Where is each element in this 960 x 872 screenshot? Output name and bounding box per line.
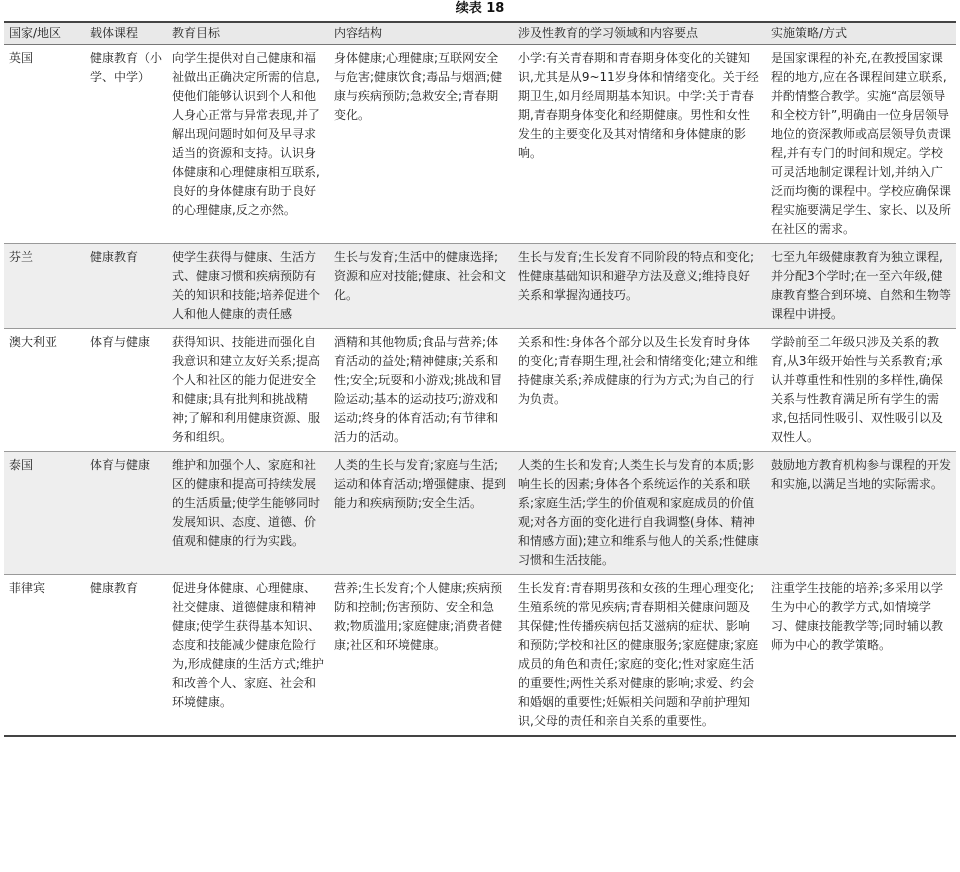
cell-country: 芬兰	[9, 250, 34, 264]
cell-course: 健康教育	[90, 581, 139, 595]
table-body	[4, 45, 956, 737]
cell-structure: 人类的生长与发育;家庭与生活;运动和体育活动;增强健康、提到能力和疾病预防;安全生活。	[334, 458, 507, 510]
header-structure: 内容结构	[329, 22, 513, 45]
cell-content: 关系和性:身体各个部分以及生长发育时身体的变化;青春期生理,社会和情绪变化;建立和维持健康关系;养成健康的行为方式;为自己的行为负责。	[518, 335, 758, 406]
cell-country: 泰国	[9, 458, 34, 472]
header-row	[4, 22, 956, 45]
cell-content: 生长与发育;生长发育不同阶段的特点和变化;性健康基础知识和避孕方法及意义;维持良好关系和掌握沟通技巧。	[518, 250, 755, 302]
header-country: 国家/地区	[4, 22, 85, 45]
cell-strategy: 是国家课程的补充,在教授国家课程的地方,应在各课程间建立联系,并酌情整合教学。实施“高层领导和全校方针”,明确由一位身居领导地位的资深教师或高层领导负责课程,并有专门的时间和规定。学校可灵活地制定课程计划,并纳入广泛而均衡的课程中。学校应确保课程实施要满足学生、家长、以及所在社区的需求。	[771, 51, 952, 236]
header-strategy: 实施策略/方式	[766, 22, 956, 45]
cell-strategy: 鼓励地方教育机构参与课程的开发和实施,以满足当地的实际需求。	[771, 458, 952, 491]
cell-content: 小学:有关青春期和青春期身体变化的关键知识,尤其是从9~11岁身体和情绪变化。关于经期卫生,如月经周期基本知识。中学:关于青春期,青春期身体变化和经期健康。男性和女性发生的主要变化及其对情绪和身体健康的影响。	[518, 51, 759, 160]
cell-strategy: 七至九年级健康教育为独立课程,并分配3个学时;在一至六年级,健康教育整合到环境、自然和生物等课程中讲授。	[771, 250, 952, 321]
cell-content: 生长发育:青春期男孩和女孩的生理心理变化;生殖系统的常见疾病;青春期相关健康问题及其保健;性传播疾病包括艾滋病的症状、影响和预防;学校和社区的健康服务;家庭健康;家庭成员的角色和责任;家庭的变化;性对家庭生活的重要性;两性关系对健康的影响;求爱、约会和婚姻的重要性;妊娠相关问题和孕前护理知识,父母的责任和亲自关系的重要性。	[518, 581, 759, 728]
cell-strategy: 学龄前至二年级只涉及关系的教育,从3年级开始性与关系教育;承认并尊重性和性别的多样性,确保关系与性教育满足所有学生的需求,包括同性吸引、双性吸引以及双性人。	[771, 335, 943, 444]
header-goal: 教育目标	[167, 22, 329, 45]
cell-goal: 向学生提供对自己健康和福祉做出正确决定所需的信息,使他们能够认识到个人和他人身心正常与异常表现,并了解出现问题时如何及早寻求适当的资源和支持。认识身体健康和心理健康相互联系,良好的身体健康有助于良好的心理健康,反之亦然。	[172, 51, 320, 217]
cell-goal: 维护和加强个人、家庭和社区的健康和提高可持续发展的生活质量;使学生能够同时发展知识、态度、道德、价值观和健康的行为实践。	[172, 458, 321, 548]
table-header	[4, 22, 956, 45]
cell-content: 人类的生长和发育;人类生长与发育的本质;影响生长的因素;身体各个系统运作的关系和联系;家庭生活;学生的价值观和家庭成员的价值观;对各方面的变化进行自我调整(身体、精神和情感方面);建立和维系与他人的关系;性健康习惯和生活技能。	[518, 458, 759, 567]
cell-course: 健康教育	[90, 250, 139, 264]
cell-goal: 获得知识、技能进而强化自我意识和建立友好关系;提高个人和社区的能力促进安全和健康;具有批判和挑战精神;了解和利用健康资源、服务和组织。	[172, 335, 321, 444]
cell-country: 英国	[9, 51, 34, 65]
cell-course: 体育与健康	[90, 458, 151, 472]
table-row	[4, 244, 956, 329]
cell-course: 健康教育（小学、中学）	[90, 51, 163, 84]
cell-structure: 营养;生长发育;个人健康;疾病预防和控制;伤害预防、安全和急救;物质滥用;家庭健康;消费者健康;社区和环境健康。	[334, 581, 503, 652]
header-course: 载体课程	[85, 22, 167, 45]
cell-goal: 促进身体健康、心理健康、社交健康、道德健康和精神健康;使学生获得基本知识、态度和技能减少健康危险行为,形成健康的生活方式;维护和改善个人、家庭、社会和环境健康。	[172, 581, 324, 709]
cell-country: 澳大利亚	[9, 335, 58, 349]
cell-structure: 生长与发育;生活中的健康选择;资源和应对技能;健康、社会和文化。	[334, 250, 507, 302]
cell-strategy: 注重学生技能的培养;多采用以学生为中心的教学方式,如情境学习、健康技能教学等;同时辅以教师为中心的教学策略。	[771, 581, 944, 652]
table-row	[4, 45, 956, 244]
cell-structure: 身体健康;心理健康;互联网安全与危害;健康饮食;毒品与烟酒;健康与疾病预防;急救安全;青春期变化。	[334, 51, 503, 122]
table-row	[4, 329, 956, 452]
cell-country: 菲律宾	[9, 581, 46, 595]
table-row	[4, 452, 956, 575]
cell-structure: 酒精和其他物质;食品与营养;体育活动的益处;精神健康;关系和性;安全;玩耍和小游戏;挑战和冒险运动;基本的运动技巧;游戏和运动;终身的体育活动;有节律和活力的活动。	[334, 335, 503, 444]
cell-course: 体育与健康	[90, 335, 151, 349]
table-caption: 续表 18	[455, 1, 505, 16]
cell-goal: 使学生获得与健康、生活方式、健康习惯和疾病预防有关的知识和技能;培养促进个人和他人健康的责任感	[172, 250, 321, 321]
comparison-table	[4, 21, 956, 737]
table-row	[4, 575, 956, 737]
header-content: 涉及性教育的学习领域和内容要点	[513, 22, 766, 45]
